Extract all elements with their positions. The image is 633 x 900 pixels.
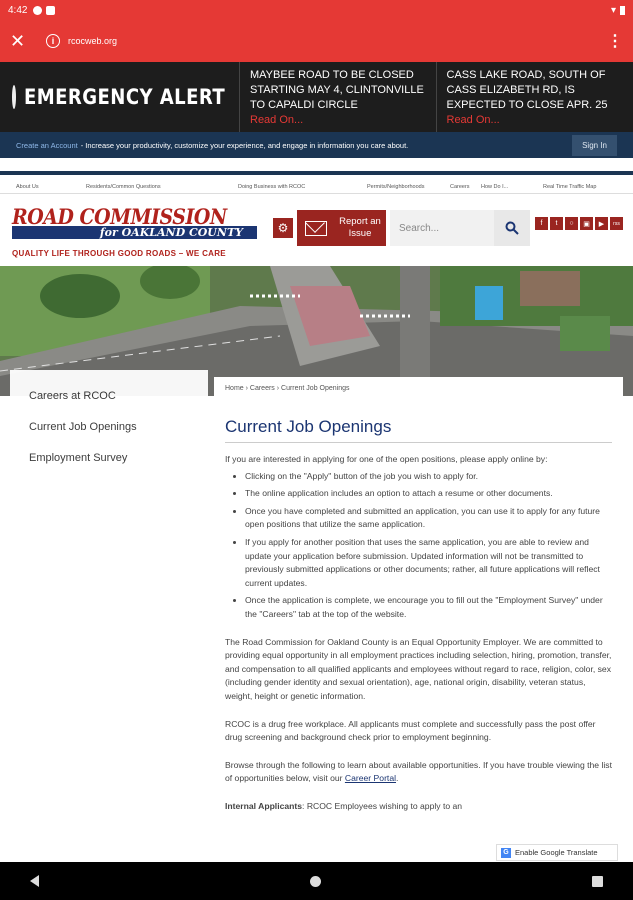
main-content [214, 377, 623, 860]
list-item: • Once you have completed and submitted an application, you can use it to apply for any future open positions that utilize the same application. [245, 505, 612, 532]
career-portal-link[interactable]: Career Portal [344, 773, 397, 784]
sidebar-item-job-openings[interactable]: Current Job Openings [29, 421, 137, 433]
search-icon[interactable] [494, 210, 530, 246]
account-bar [0, 132, 633, 158]
google-icon: G [501, 848, 511, 858]
read-on-link[interactable]: Read On... [446, 114, 500, 126]
youtube-icon[interactable]: ▶ [595, 217, 608, 230]
list-item: • Clicking on the "Apply" button of the job you wish to apply for. [245, 470, 612, 484]
menu-icon[interactable]: ⋮ [607, 33, 623, 50]
home-icon[interactable] [310, 876, 321, 887]
notification-icon [46, 6, 55, 15]
content-body [225, 453, 612, 813]
battery-icon [620, 6, 625, 15]
status-icons [611, 5, 625, 16]
report-issue-label: Report an Issue [339, 216, 381, 239]
wifi-icon: ▾ [610, 4, 616, 16]
google-translate-button[interactable] [496, 844, 618, 861]
page-title: Current Job Openings [225, 417, 612, 443]
internal-applicants-paragraph: Internal Applicants: RCOC Employees wishing to apply to an [225, 800, 463, 811]
create-account-link[interactable]: Create an Account [16, 140, 78, 150]
browse-paragraph: Browse through the following to learn about available opportunities. If you have trouble viewing the list of opportunities below, visit our Career Portal. [225, 759, 612, 784]
envelope-icon [305, 221, 327, 236]
breadcrumb[interactable]: Home › Careers › Current Job Openings [225, 385, 350, 392]
status-bar [0, 0, 633, 20]
header-divider [0, 171, 633, 175]
info-icon[interactable]: i [46, 34, 60, 48]
eoe-paragraph: The Road Commission for Oakland County is an Equal Opportunity Employer. We are committed to providing equal opportunity in all employment practices including selection, hiring, promotion, transfer, and compensation to all qualified applicants and employees without regard to race, religion, color, sex (including gender identity and sexual orientation), age, national origin, disability, veteran status, weight, height or genetic information. [225, 636, 612, 701]
nav-permits[interactable]: Permits/Neighborhoods [367, 183, 425, 190]
notification-icon [33, 6, 42, 15]
alert-item[interactable] [437, 62, 633, 132]
alert-light-icon [12, 85, 16, 109]
site-header [0, 196, 633, 266]
rcoc-logo[interactable] [12, 204, 257, 258]
alert-item[interactable] [240, 62, 437, 132]
drug-free-paragraph: RCOC is a drug free workplace. All applicants must complete and successfully pass the post offer drug screening and background check prior to employment beginning. [225, 718, 596, 743]
status-time: 4:42 [8, 4, 28, 16]
alert-text: CASS LAKE ROAD, SOUTH OF CASS ELIZABETH RD, IS EXPECTED TO CLOSE APR. 25 [446, 69, 608, 111]
sidebar [10, 370, 208, 520]
alert-heading [0, 62, 240, 132]
search-input[interactable]: Search... [399, 222, 440, 234]
gear-icon[interactable]: ⚙ [273, 218, 293, 238]
list-item: • Once the application is complete, we encourage you to fill out the "Employment Survey" under the "Careers" tab at the top of the website. [245, 594, 612, 621]
social-links [535, 217, 623, 230]
flickr-icon[interactable]: ▣ [580, 217, 593, 230]
list-item: • The online application includes an option to attach a resume or other documents. [245, 487, 612, 501]
back-icon[interactable] [30, 875, 39, 887]
sidebar-item-employment-survey[interactable]: Employment Survey [29, 452, 128, 464]
logo-tagline: QUALITY LIFE THROUGH GOOD ROADS – WE CARE [12, 249, 226, 258]
nav-traffic-map[interactable]: Real Time Traffic Map [543, 183, 597, 190]
intro-text: If you are interested in applying for one of the open positions, please apply online by: [225, 454, 548, 464]
sign-in-button[interactable]: Sign In [572, 135, 617, 156]
alert-text: MAYBEE ROAD TO BE CLOSED STARTING MAY 4, CLINTONVILLE TO CAPALDI CIRCLE [250, 69, 424, 111]
top-navigation [0, 180, 633, 194]
url-text[interactable]: rcocweb.org [68, 36, 118, 46]
instagram-icon[interactable]: ○ [565, 217, 578, 230]
close-icon[interactable]: ✕ [10, 30, 26, 51]
emergency-alert-bar [0, 62, 633, 132]
twitter-icon[interactable]: t [550, 217, 563, 230]
recents-icon[interactable] [592, 876, 603, 887]
apply-steps-list [245, 470, 612, 622]
browser-toolbar [0, 20, 633, 62]
nav-about-us[interactable]: About Us [16, 183, 39, 190]
nav-how-do-i[interactable]: How Do I... [481, 183, 509, 190]
rss-icon[interactable]: rss [610, 217, 623, 230]
translate-label: Enable Google Translate [515, 848, 598, 857]
read-on-link[interactable]: Read On... [250, 114, 304, 126]
account-description: - Increase your productivity, customize your experience, and engage in information you care about. [80, 140, 409, 150]
search-box[interactable] [390, 210, 530, 246]
nav-doing-business[interactable]: Doing Business with RCOC [238, 183, 306, 190]
logo-line2: for OAKLAND COUNTY [12, 226, 257, 239]
android-nav-bar [0, 862, 633, 900]
nav-residents[interactable]: Residents/Common Questions [86, 183, 161, 190]
alert-title: EMERGENCY ALERT [24, 85, 226, 109]
sidebar-item-careers[interactable]: Careers at RCOC [29, 390, 116, 402]
list-item: • If you apply for another position that uses the same application, you are able to review and update your application before submission. Updated information will not be transmitted to previously submitted applications or other documents; rather, all future applications will reflect current updates. [245, 536, 612, 590]
report-issue-button[interactable] [297, 210, 386, 246]
nav-careers[interactable]: Careers [450, 183, 470, 190]
logo-line1: ROAD COMMISSION [12, 204, 227, 229]
facebook-icon[interactable]: f [535, 217, 548, 230]
